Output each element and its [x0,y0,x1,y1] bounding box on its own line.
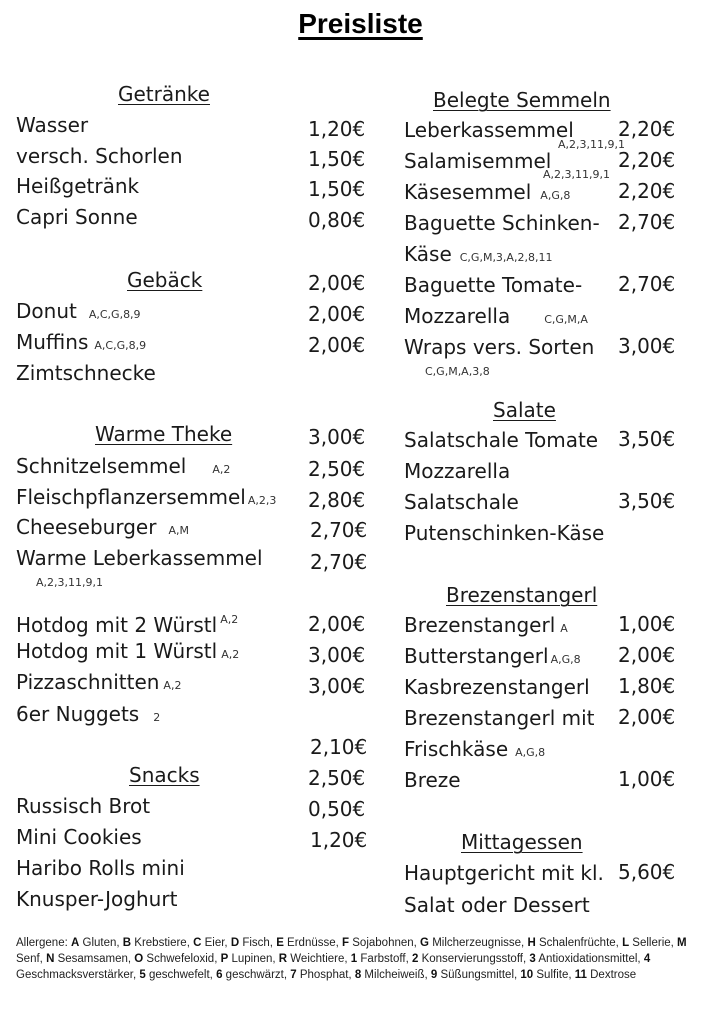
allergen-legend-entry [216,969,290,981]
menu-item-name: Hauptgericht mit kl. [404,861,604,885]
section-heading: Snacks [129,763,200,787]
allergen-legend-entry [575,969,636,981]
menu-item-price: 2,00€ [308,302,366,326]
allergen-code: F [342,937,350,949]
allergen-description: Antioxidationsmittel, [535,953,644,965]
menu-item-name: Kasbrezenstangerl [404,675,590,699]
menu-item-price: 1,80€ [618,674,676,698]
menu-item-price: 2,70€ [310,518,368,542]
menu-item [404,304,588,332]
section-heading: Salate [493,398,556,422]
allergen-codes: A,2 [163,679,182,692]
menu-item-name: Baguette Tomate- [404,273,583,297]
section-heading: Getränke [118,82,210,106]
menu-item-name-cont: Mozzarella [404,304,511,328]
allergen-codes: C,G,M,A [544,313,588,326]
menu-item-price: 1,50€ [308,147,366,171]
allergen-code: E [276,937,284,949]
menu-item-name: Mini Cookies [16,825,142,849]
section-heading: Mittagessen [461,830,583,854]
allergen-code: P [220,953,229,965]
allergen-legend-entry [46,953,134,965]
menu-item-price: 3,50€ [618,489,676,513]
page-title: Preisliste [298,8,423,39]
menu-item-name: Capri Sonne [16,205,138,229]
allergen-code: 4 [643,953,651,965]
menu-item-name: Schnitzelsemmel [16,454,187,478]
menu-item-name: Salatschale Tomate [404,428,599,452]
allergen-code: 10 [520,969,534,981]
menu-item-price: 2,50€ [308,457,366,481]
menu-item-name: Wasser [16,113,89,137]
menu-item-price: 2,00€ [308,612,366,636]
allergen-description: Erdnüsse, [283,937,343,949]
allergen-codes: A,M [168,524,189,537]
allergen-description: Gluten, [79,937,123,949]
menu-item-price: 2,70€ [618,272,676,296]
menu-item-name: Hotdog mit 2 Würstl [16,613,218,637]
allergen-legend-entry [276,937,342,949]
allergen-code: G [420,937,429,949]
allergen-codes: C,G,M,3,A,2,8,11 [459,251,553,264]
allergen-legend-entry [221,953,279,965]
menu-item-name-cont: Frischkäse [404,737,509,761]
menu-item-name: Salatschale [404,490,519,514]
menu-item-name: Baguette Schinken- [404,211,600,235]
allergen-legend-entry [139,969,216,981]
allergen-code: 3 [529,953,536,965]
menu-item-price: 3,00€ [618,334,676,358]
menu-item-name: Russisch Brot [16,794,151,818]
allergen-description: Krebstiere, [131,937,194,949]
allergen-legend-entry [622,937,677,949]
allergen-code: 5 [139,969,146,981]
menu-item-name-cont: Mozzarella [404,459,511,483]
allergen-codes: A,2 [220,613,239,626]
allergen-description: geschwefelt, [145,969,217,981]
menu-item-name: Butterstangerl [404,644,549,668]
menu-item-price: 3,00€ [308,674,366,698]
menu-item [16,670,181,698]
menu-item [404,180,570,208]
allergen-code: 6 [216,969,223,981]
menu-item-name: Muffins [16,330,89,354]
allergen-description: Phosphat, [296,969,355,981]
menu-item [404,613,568,641]
allergen-legend [16,935,706,983]
menu-item-price: 3,00€ [308,643,366,667]
allergen-legend-entry [342,937,420,949]
allergen-legend-entry [412,953,529,965]
allergen-legend-label: Allergene: [16,937,68,949]
menu-item-name: Pizzaschnitten [16,670,160,694]
allergen-codes: 2 [153,711,161,724]
allergen-legend-entry [351,953,412,965]
menu-item-price: 1,00€ [618,612,676,636]
allergen-description: Sesamsamen, [54,953,135,965]
menu-item-price: 2,70€ [618,210,676,234]
allergen-code: B [122,937,132,949]
allergen-description: Schwefeloxid, [143,953,221,965]
allergen-legend-entries [16,937,687,981]
menu-item-price: 1,00€ [618,767,676,791]
menu-item-name: Donut [16,299,77,323]
allergen-legend-entry [529,953,643,965]
menu-item [16,485,276,513]
allergen-description: Eier, [201,937,231,949]
allergen-description: Milcheiweiß, [361,969,431,981]
menu-item-name: Heißgetränk [16,174,140,198]
menu-item-price: 1,50€ [308,177,366,201]
menu-item-name: Warme Leberkassemmel [16,546,263,570]
menu-item-price: 2,20€ [618,148,676,172]
section-heading: Warme Theke [95,422,233,446]
allergen-code: 11 [574,969,587,981]
allergen-legend-entry [431,969,521,981]
menu-item-name-cont: Putenschinken-Käse [404,521,605,545]
menu-item-name: Cheeseburger [16,515,157,539]
menu-item-name: Hotdog mit 1 Würstl [16,639,218,663]
allergen-legend-entry [279,953,351,965]
menu-item-price: 0,80€ [308,208,366,232]
section-heading: Belegte Semmeln [433,88,611,112]
allergen-description: Fisch, [239,937,277,949]
allergen-code: A [71,937,80,949]
menu-item-price: 3,50€ [618,427,676,451]
allergen-code: C [193,937,202,949]
menu-item-name: Fleischpflanzersemmel [16,485,246,509]
allergen-code: 8 [354,969,362,981]
allergen-description: Sulfite, [533,969,575,981]
allergen-legend-entry [355,969,431,981]
section-heading: Gebäck [127,268,203,292]
allergen-code: L [622,937,630,949]
menu-item-price: 3,00€ [308,425,366,449]
allergen-code: 1 [350,953,358,965]
menu-item-price: 2,00€ [618,643,676,667]
allergen-code: 2 [411,953,419,965]
allergen-codes: A,2,3,11,9,1 [558,138,625,151]
allergen-description: Geschmacksverstärker, [16,969,140,981]
menu-item [16,702,160,730]
allergen-legend-entry [71,937,123,949]
allergen-codes: A,G,8 [550,653,581,666]
allergen-legend-entry [231,937,276,949]
menu-item-name: Haribo Rolls mini [16,856,185,880]
menu-item-price: 5,60€ [618,860,676,884]
allergen-code: N [46,953,55,965]
menu-item-price: 0,50€ [308,797,366,821]
allergen-description: Farbstoff, [357,953,412,965]
menu-item [16,639,239,667]
allergen-description: Schalenfrüchte, [535,937,623,949]
allergen-code: R [278,953,288,965]
menu-item-name: Leberkassemmel [404,118,574,142]
menu-item [404,737,545,765]
menu-item-price: 2,20€ [618,179,676,203]
allergen-code: D [230,937,240,949]
menu-item-name: versch. Schorlen [16,144,183,168]
menu-item-price: 2,50€ [308,766,366,790]
menu-item-price: 2,10€ [310,735,368,759]
allergen-code: O [134,953,144,965]
allergen-codes: A,C,G,8,9 [88,308,141,321]
allergen-description: Sellerie, [629,937,678,949]
menu-item-price: 2,20€ [618,117,676,141]
allergen-legend-entry [123,937,193,949]
allergen-code: 9 [430,969,438,981]
allergen-description: Senf, [16,953,47,965]
allergen-description: Dextrose [586,969,637,981]
allergen-legend-entry [134,953,220,965]
section-heading: Brezenstangerl [446,583,598,607]
allergen-description: geschwärzt, [222,969,291,981]
menu-item [16,299,141,327]
menu-item-name: Brezenstangerl mit [404,706,595,730]
allergen-codes: C,G,M,A,3,8 [425,365,490,378]
menu-item-name: Zimtschnecke [16,361,156,385]
allergen-description: Süßungsmittel, [437,969,521,981]
allergen-code: 7 [290,969,297,981]
allergen-code: M [677,937,687,949]
menu-item [16,608,238,637]
allergen-description: Sojabohnen, [349,937,421,949]
menu-item-name-cont: Salat oder Dessert [404,893,590,917]
allergen-description: Milcherzeugnisse, [429,937,528,949]
menu-item-price: 2,00€ [618,705,676,729]
allergen-description: Weichtiere, [287,953,351,965]
allergen-description: Konservierungsstoff, [418,953,530,965]
menu-item-price: 2,00€ [308,271,366,295]
menu-item [16,515,189,543]
menu-item [16,454,230,482]
menu-item-name: Käsesemmel [404,180,532,204]
menu-item-name: Breze [404,768,461,792]
menu-item-name: Wraps vers. Sorten [404,335,595,359]
allergen-codes: A,G,8 [540,189,571,202]
menu-item-name: Knusper-Joghurt [16,887,178,911]
allergen-legend-entry [527,937,622,949]
menu-item [404,242,552,270]
allergen-codes: A,C,G,8,9 [94,339,147,352]
menu-item-price: 1,20€ [310,828,368,852]
allergen-codes: A,G,8 [515,746,546,759]
allergen-codes: A,2,3 [247,494,277,507]
menu-item-price: 2,00€ [308,333,366,357]
allergen-legend-entry [193,937,231,949]
allergen-legend-entry [290,969,355,981]
allergen-description: Lupinen, [228,953,279,965]
menu-item-name-cont: Käse [404,242,452,266]
menu-item-price: 1,20€ [308,117,366,141]
menu-item-price: 2,70€ [310,550,368,574]
allergen-codes: A,2 [221,648,240,661]
menu-item [16,330,146,358]
allergen-legend-entry [420,937,527,949]
menu-item-price: 2,80€ [308,488,366,512]
allergen-legend-entry [520,969,574,981]
allergen-codes: A,2,3,11,9,1 [543,168,610,181]
menu-item-name: Brezenstangerl [404,613,556,637]
menu-item [404,644,581,672]
menu-item-name: 6er Nuggets [16,702,140,726]
allergen-codes: A,2,3,11,9,1 [36,576,103,589]
allergen-code: H [527,937,536,949]
allergen-codes: A,2 [212,463,231,476]
allergen-codes: A [560,622,568,635]
menu-item-name: Salamisemmel [404,149,552,173]
